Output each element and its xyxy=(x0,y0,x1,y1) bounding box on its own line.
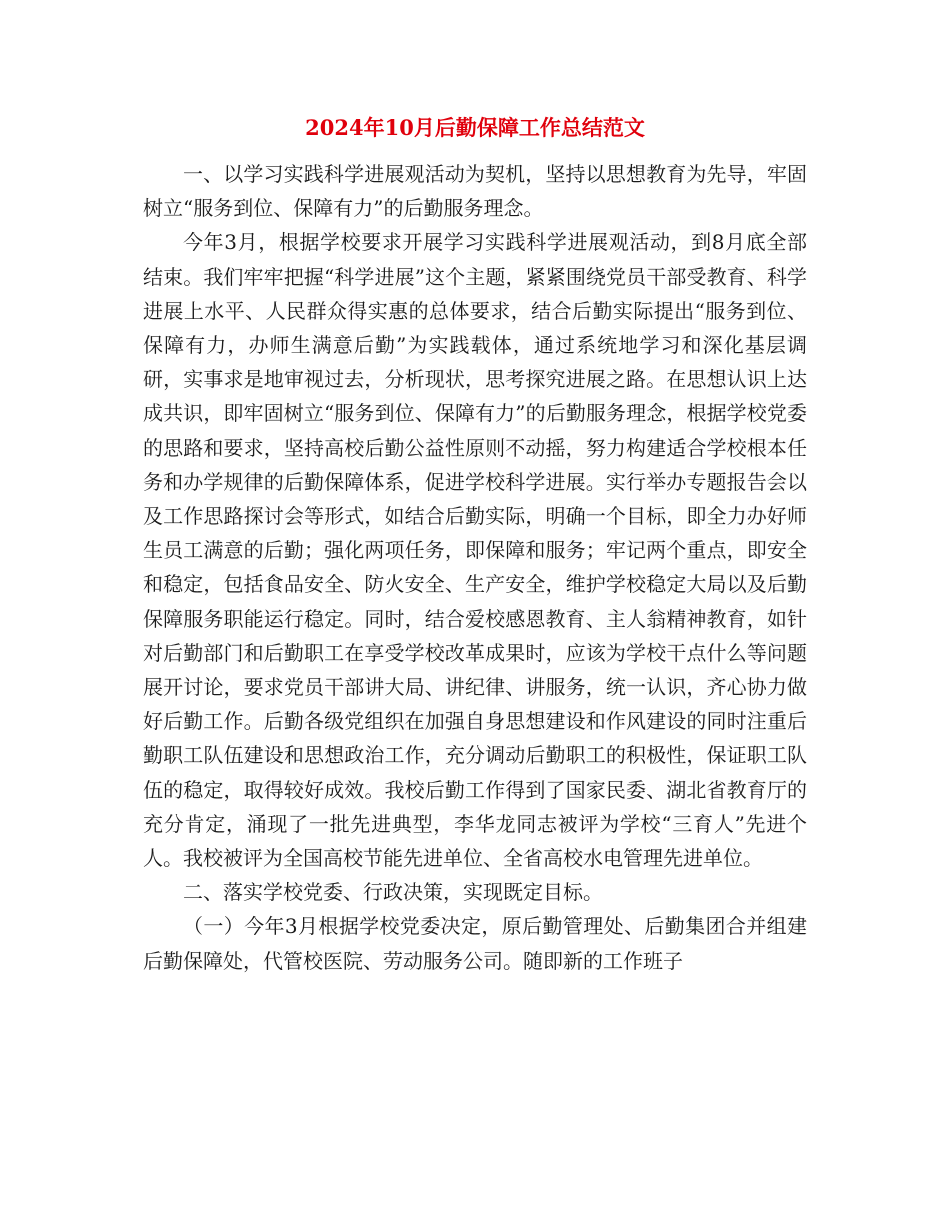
paragraph-section-two-item-one: （一）今年3月根据学校党委决定，原后勤管理处、后勤集团合并组建后勤保障处，代管校医院、劳动服务公司。随即新的工作班子 xyxy=(143,914,807,973)
paragraph-section-one-heading: 一、以学习实践科学进展观活动为契机，坚持以思想教育为先导，牢固树立“服务到位、保障有力”的后勤服务理念。 xyxy=(143,162,807,221)
document-title: 2024年10月后勤保障工作总结范文 xyxy=(305,115,645,140)
document-body xyxy=(143,157,807,978)
paragraph-section-two-heading: 二、落实学校党委、行政决策，实现既定目标。 xyxy=(183,880,603,905)
paragraph-section-one-body: 今年3月，根据学校要求开展学习实践科学进展观活动，到8月底全部结束。我们牢牢把握“科学进展”这个主题，紧紧围绕党员干部受教育、科学进展上水平、人民群众得实惠的总体要求，结合后勤实际提出“服务到位、保障有力，办师生满意后勤”为实践载体，通过系统地学习和深化基层调研，实事求是地审视过去，分析现状，思考探究进展之路。在思想认识上达成共识，即牢固树立“服务到位、保障有力”的后勤服务理念，根据学校党委的思路和要求，坚持高校后勤公益性原则不动摇，努力构建适合学校根本任务和办学规律的后勤保障体系，促进学校科学进展。实行举办专题报告会以及工作思路探讨会等形式，如结合后勤实际，明确一个目标，即全力办好师生员工满意的后勤；强化两项任务，即保障和服务；牢记两个重点，即安全和稳定，包括食品安全、防火安全、生产安全，维护学校稳定大局以及后勤保障服务职能运行稳定。同时，结合爱校感恩教育、主人翁精神教育，如针对后勤部门和后勤职工在享受学校改革成果时，应该为学校干点什么等问题展开讨论，要求党员干部讲大局、讲纪律、讲服务，统一认识，齐心协力做好后勤工作。后勤各级党组织在加强自身思想建设和作风建设的同时注重后勤职工队伍建设和思想政治工作，充分调动后勤职工的积极性，保证职工队伍的稳定，取得较好成效。我校后勤工作得到了国家民委、湖北省教育厅的充分肯定，涌现了一批先进典型，李华龙同志被评为学校“三育人”先进个人。我校被评为全国高校节能先进单位、全省高校水电管理先进单位。 xyxy=(143,230,807,871)
